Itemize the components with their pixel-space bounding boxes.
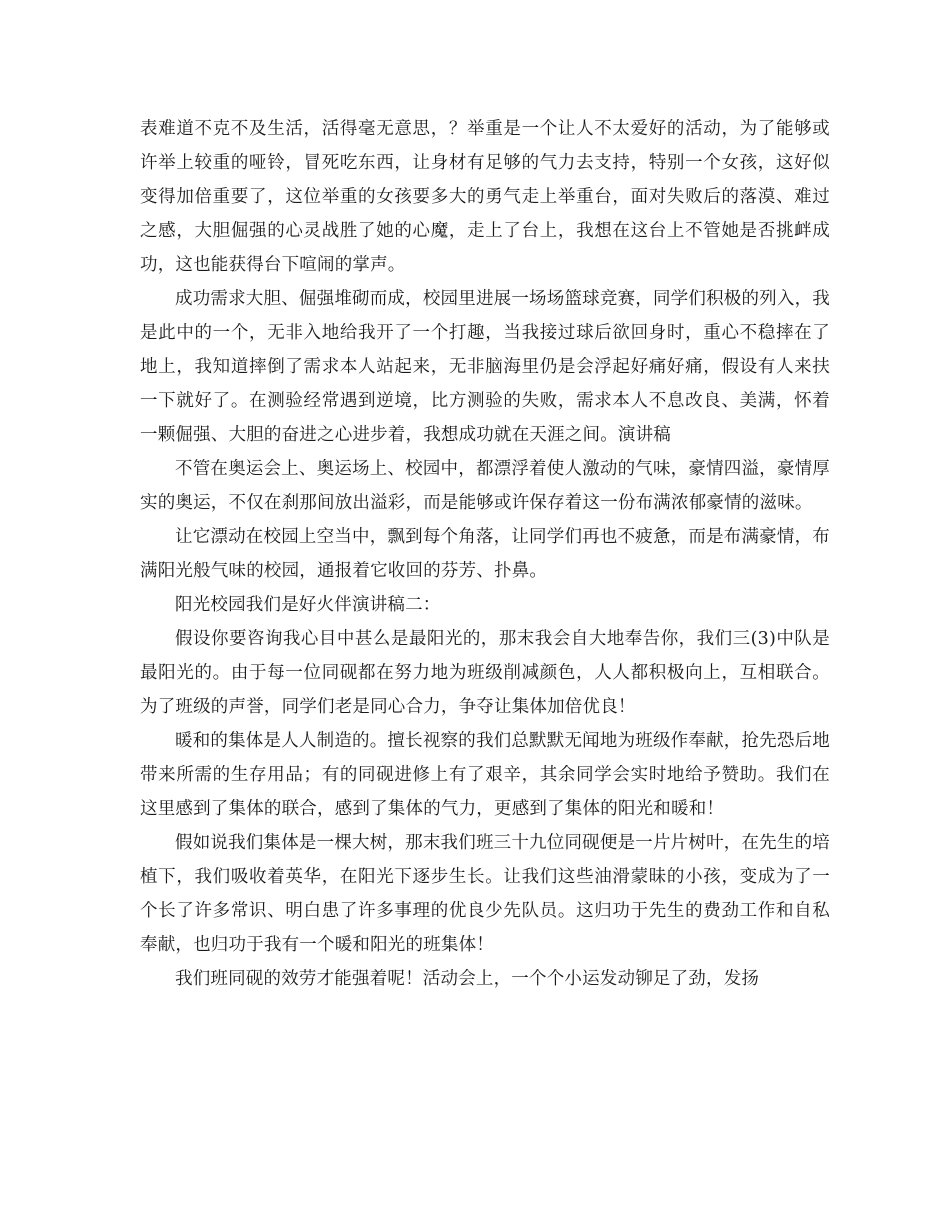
paragraph-6: 假设你要咨询我心目中甚么是最阳光的，那末我会自大地奉告你，我们三(3)中队是最阳光的。由于每一位同砚都在努力地为班级削减颜色，人人都积极向上，互相联合。为了班级的声誉，同学们老是同心合力，争夺让集体加倍优良！ <box>140 629 830 717</box>
document-body <box>140 112 830 996</box>
paragraph-4: 让它漂动在校园上空当中，飘到每个角落，让同学们再也不疲惫，而是布满豪情，布满阳光般气味的校园，通报着它收回的芬芳、扑鼻。 <box>140 527 830 581</box>
paragraph-8: 假如说我们集体是一棵大树，那末我们班三十九位同砚便是一片片树叶，在先生的培植下，我们吸收着英华，在阳光下逐步生长。让我们这些油滑蒙昧的小孩，变成为了一个长了许多常识、明白患了许多事理的优良少先队员。这归功于先生的费劲工作和自私奉献，也归功于我有一个暖和阳光的班集体！ <box>140 833 830 955</box>
paragraph-7: 暖和的集体是人人制造的。擅长视察的我们总默默无闻地为班级作奉献，抢先恐后地带来所需的生存用品；有的同砚进修上有了艰辛，其余同学会实时地给予赞助。我们在这里感到了集体的联合，感到了集体的气力，更感到了集体的阳光和暖和！ <box>140 731 830 819</box>
paragraph-2: 成功需求大胆、倔强堆砌而成，校园里进展一场场篮球竞赛，同学们积极的列入，我是此中的一个，无非入地给我开了一个打趣，当我接过球后欲回身时，重心不稳摔在了地上，我知道摔倒了需求本人站起来，无非脑海里仍是会浮起好痛好痛，假设有人来扶一下就好了。在测验经常遇到逆境，比方测验的失败，需求本人不息改良、美满，怀着一颗倔强、大胆的奋进之心进步着，我想成功就在天涯之间。演讲稿 <box>140 289 830 445</box>
paragraph-1: 表难道不克不及生活，活得毫无意思，？举重是一个让人不太爱好的活动，为了能够或许举上较重的哑铃，冒死吃东西，让身材有足够的气力去支持，特别一个女孩，这好似变得加倍重要了，这位举重的女孩要多大的勇气走上举重台，面对失败后的落漠、难过之感，大胆倔强的心灵战胜了她的心魔，走上了台上，我想在这台上不管她是否挑衅成功，这也能获得台下喧闹的掌声。 <box>140 119 830 275</box>
paragraph-5-heading: 阳光校园我们是好火伴演讲稿二： <box>175 595 441 615</box>
paragraph-9: 我们班同砚的效劳才能强着呢！活动会上，一个个小运发动铆足了劲，发扬 <box>175 969 760 989</box>
paragraph-3: 不管在奥运会上、奥运场上、校园中，都漂浮着使人激动的气味，豪情四溢，豪情厚实的奥运，不仅在刹那间放出溢彩，而是能够或许保存着这一份布满浓郁豪情的滋味。 <box>140 459 830 513</box>
